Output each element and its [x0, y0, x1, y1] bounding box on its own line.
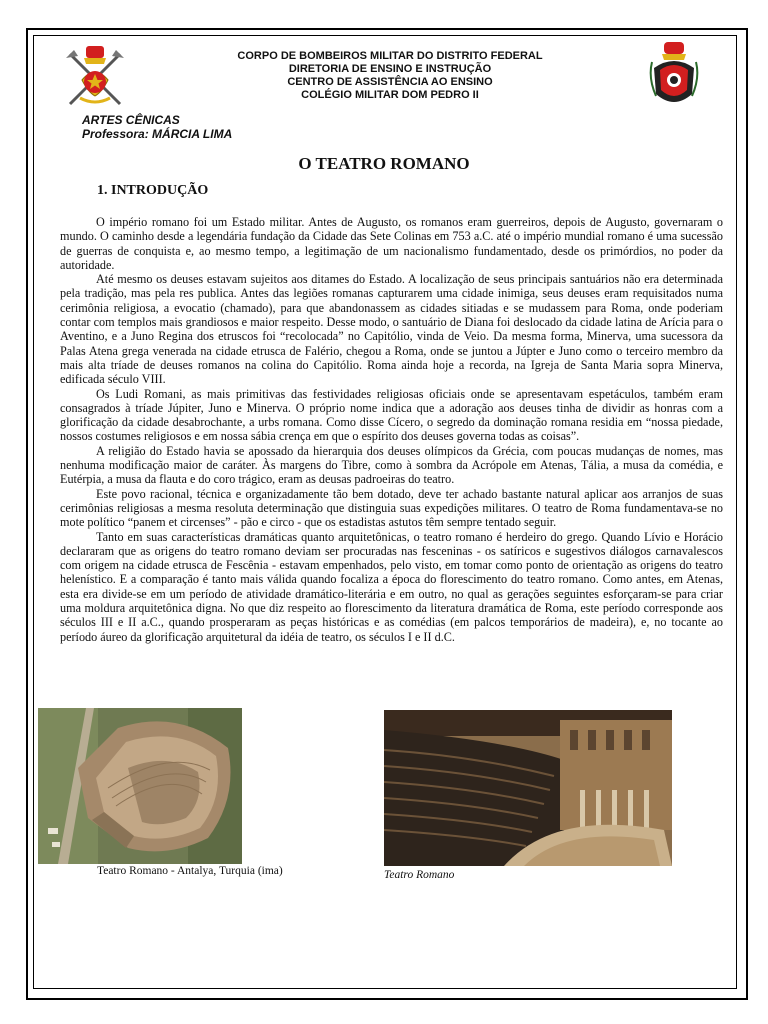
header-line-4: COLÉGIO MILITAR DOM PEDRO II	[301, 89, 479, 101]
paragraph: A religião do Estado havia se apossado da hierarquia dos deuses olímpicos da Grécia, com poucas mudanças de nomes, mas nenhuma modificação maior de caráter. Às margens do Tibre, como à sombra da Acrópole em Atenas, Tália, a musa da comédia, e Eutérpia, a musa da flauta e do coro trágico, eram as deusas padroeiras do teatro.	[60, 443, 723, 487]
header-line-1: CORPO DE BOMBEIROS MILITAR DO DISTRITO FEDERAL	[237, 50, 543, 62]
institution-header	[150, 50, 630, 102]
photo-caption-antalya: Teatro Romano - Antalya, Turquia (ima)	[97, 865, 283, 877]
roman-theatre-photo	[384, 710, 672, 866]
document-title: O TEATRO ROMANO	[298, 154, 470, 173]
paragraph: Este povo racional, técnica e organizadamente tão bem dotado, deve ter achado bastante natural aplicar aos arranjos de suas cerimônias religiosas a mesma resoluta determinação que distinguia suas expedições militares. O teatro de Roma fundamentava-se no mote político “panem et circenses” - pão e circo - que os estadistas astutos têm sempre tentado seguir.	[60, 486, 723, 530]
fire-department-crest-icon	[62, 40, 128, 114]
paragraph: Tanto em suas características dramáticas quanto arquitetônicas, o teatro romano é herdeiro do grego. Quando Lívio e Horácio declararam que as origens do teatro romano deviam ser procuradas nas fesceninas - os satíricos e sugestivos diálogos carnavalescos com origem na cidade etrusca de Fescênia - estavam empenhados, pelo visto, em tomar como ponto de orientação as origens do teatro helenístico. E a comparação é tanto mais válida quando focaliza a época do florescimento do teatro romano. Como antes, em Atenas, esta era divide-se em um período de atividade dramático-literária e em outro, no qual as gerações seguintes esforçaram-se para criar uma moldura arquitetônica digna. No que diz respeito ao florescimento da literatura dramática de Roma, este período corresponde aos séculos III e II a.C., quando prosperaram as peças históricas e as comédias (em palcos temporários de madeira), e, no tocante ao período áureo da glorificação arquitetural da idéia de teatro, os séculos I e II d.C.	[60, 529, 723, 644]
course-info	[82, 113, 232, 141]
antalya-theatre-photo	[38, 708, 242, 864]
photo-caption-theatre: Teatro Romano	[384, 869, 455, 881]
teacher-label: Professora: MÁRCIA LIMA	[82, 127, 233, 141]
paragraph: Até mesmo os deuses estavam sujeitos aos ditames do Estado. A localização de seus principais santuários não era determinada pela tradição, mas pela res publica. Antes das legiões romanas capturarem uma cidade inimiga, seus deuses eram requisitados numa cerimônia religiosa, a evocatio (chamado), para que abandonassem as cidades sitiadas e se mudassem para Roma, onde poderiam contar com templos mais grandiosos e maior respeito. Desse modo, o santuário de Diana foi deslocado da cidade latina de Arícia para o Aventino, e a Juno Regina dos etruscos foi “recolocada” no Capitólio, vinda de Veio. Da mesma forma, Minerva, uma sucessora da Palas Atena grega venerada na cidade etrusca de Falério, chegou a Roma, onde se juntou a Júpter e Juno como o terceiro membro da mais alta tríade de deuses romanos na colina do Capitólio. Roma ainda hoje a recorda, na Igreja de Santa Maria sopra Minerva, edificada século VIII.	[60, 272, 723, 387]
paragraph: O império romano foi um Estado militar. Antes de Augusto, os romanos eram guerreiros, depois de Augusto, governaram o mundo. O caminho desde a legendária fundação da Cidade das Sete Colinas em 753 a.C. até o império mundial romano é uma sucessão de guerras de conquista e, ao mesmo tempo, a legitimação de um nacionalismo fundamentado, desde os primórdios, no poder da autoridade.	[60, 215, 723, 272]
body-text	[60, 215, 723, 644]
subject-label: ARTES CÊNICAS	[82, 113, 180, 127]
military-college-shield-icon	[648, 38, 700, 112]
header-line-2: DIRETORIA DE ENSINO E INSTRUÇÃO	[288, 63, 492, 75]
header-line-3: CENTRO DE ASSISTÊNCIA AO ENSINO	[287, 76, 493, 88]
section-heading: 1. INTRODUÇÃO	[97, 183, 209, 198]
paragraph: Os Ludi Romani, as mais primitivas das festividades religiosas oficiais onde se apresentavam espetáculos, também eram consagrados à tríade Júpiter, Juno e Minerva. O próprio nome indica que a adoração aos deuses tinha de dividir as honras com a glorificação da cidade desabrochante, a urbs romana. Como disse Cícero, o segredo da dominação romana residia em “nossa piedade, nossos costumes religiosos e em nossa sábia crença em que o espírito dos deuses governa todas as coisas”.	[60, 386, 723, 444]
